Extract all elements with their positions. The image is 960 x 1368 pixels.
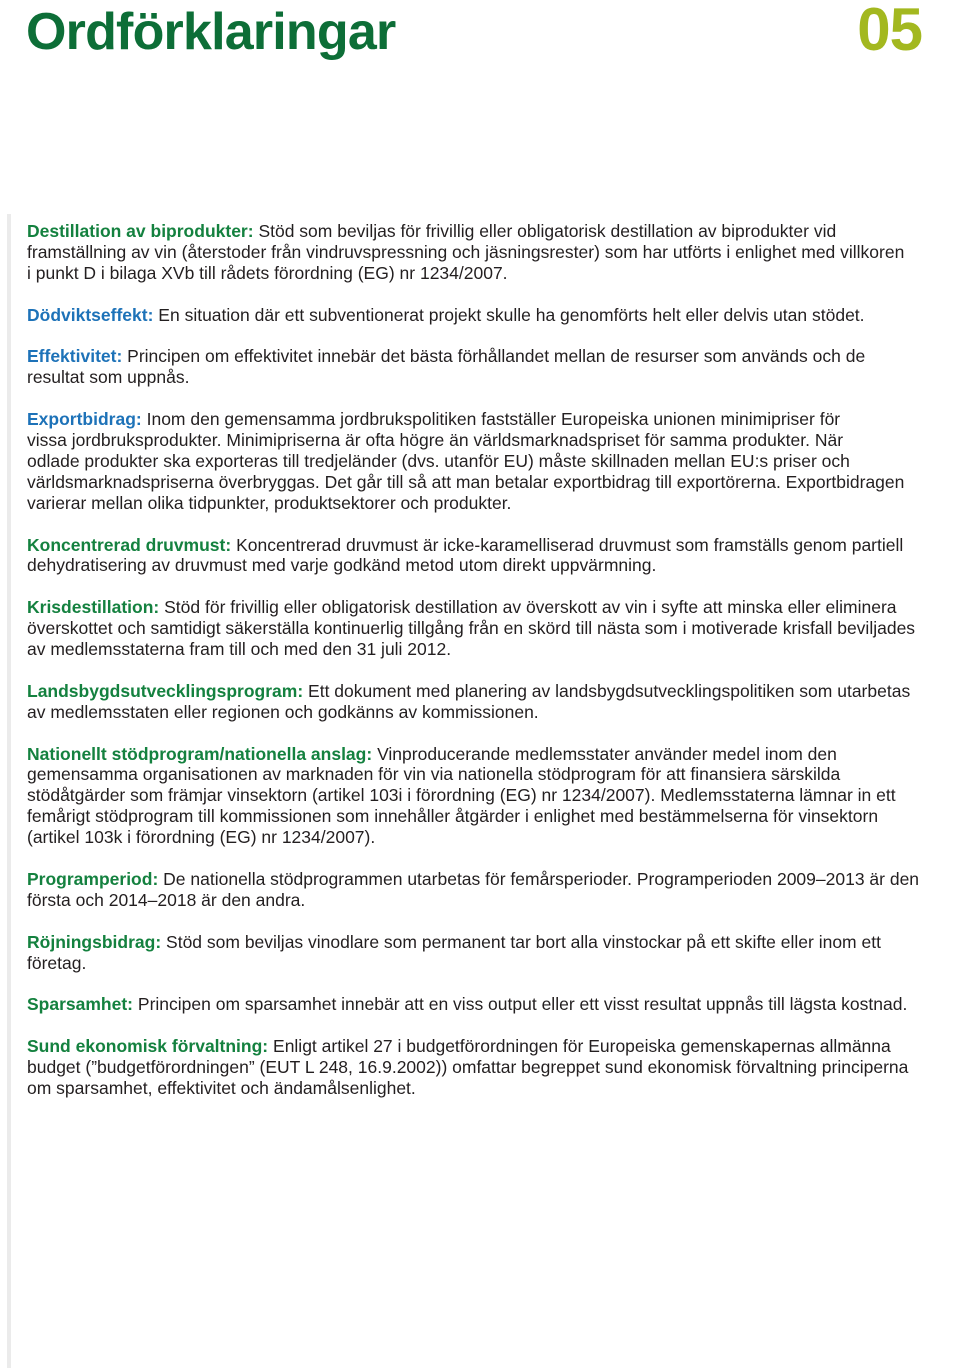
definition-line: resultat som uppnås. <box>27 367 190 388</box>
glossary-entry-koncentrerad-druvmust <box>27 535 957 577</box>
definition-text: En situation där ett subventionerat projekt skulle ha genomförts helt eller delvis utan stödet. <box>158 304 865 325</box>
definition-line <box>27 305 957 326</box>
definition-line <box>27 932 957 953</box>
glossary-entry-nationellt-stodprogram <box>27 744 957 849</box>
definition-line: första och 2014–2018 är den andra. <box>27 889 306 910</box>
glossary-entry-destillation-av-biprodukter <box>27 221 957 284</box>
definition-text: Koncentrerad druvmust är icke-karamelliserad druvmust som framställs genom partiell <box>236 534 904 555</box>
glossary-term: Nationellt stödprogram/nationella anslag: <box>27 743 373 764</box>
definition-line: budget (”budgetförordningen” (EUT L 248, 16.9.2002)) omfattar begreppet sund ekonomisk förvaltning principerna <box>27 1057 909 1078</box>
definition-line: varierar mellan olika tidpunkter, produktsektorer och produkter. <box>27 492 512 513</box>
definition-line: om sparsamhet, effektivitet och ändamålsenlighet. <box>27 1077 416 1098</box>
definition-line: i punkt D i bilaga XVb till rådets förordning (EG) nr 1234/2007. <box>27 262 508 283</box>
definition-line <box>27 221 957 242</box>
definition-line: företag. <box>27 952 87 973</box>
definition-line <box>27 535 957 556</box>
margin-rule <box>7 214 11 1368</box>
glossary-term: Programperiod: <box>27 868 159 889</box>
definition-line: världsmarknadspriserna överbryggas. Det går till så att man betalar exportbidrag till exportörerna. Exportbidragen <box>27 471 905 492</box>
definition-text: De nationella stödprogrammen utarbetas för femårsperioder. Programperioden 2009–2013 är den <box>163 868 920 889</box>
definition-line <box>27 994 957 1015</box>
page-title: Ordförklaringar <box>26 3 396 61</box>
definition-line: (artikel 103k i förordning (EG) nr 1234/2007). <box>27 827 376 848</box>
definition-text: Stöd som beviljas vinodlare som permanent tar bort alla vinstockar på ett skifte eller inom ett <box>166 931 881 952</box>
definition-line: av medlemsstaterna fram till och med den 31 juli 2012. <box>27 639 452 660</box>
definition-line <box>27 409 957 430</box>
definition-text: Stöd för frivillig eller obligatorisk destillation av överskott av vin i syfte att minska eller eliminera <box>164 597 897 618</box>
glossary-term: Sparsamhet: <box>27 994 134 1015</box>
definition-line: gemensamma organisationen av marknaden för vin via nationella stödprogram för att finansiera särskilda <box>27 764 841 785</box>
definition-line <box>27 744 957 765</box>
glossary-term: Dödviktseffekt: <box>27 304 154 325</box>
glossary-entry-exportbidrag <box>27 409 957 514</box>
glossary-term: Krisdestillation: <box>27 597 160 618</box>
definition-text: Principen om sparsamhet innebär att en viss output eller ett visst resultat uppnås till lägsta kostnad. <box>137 994 908 1015</box>
glossary-entry-sund-ekonomisk-forvaltning <box>27 1036 957 1099</box>
definition-line: odlade produkter ska exporteras till tredjeländer (dvs. utanför EU) måste skillnaden mellan EU:s priser och <box>27 450 850 471</box>
definition-line: femårigt stödprogram till kommissionen som innehåller åtgärder i enlighet med bestämmelserna för vinsektorn <box>27 806 879 827</box>
definition-text: Vinproducerande medlemsstater använder medel inom den <box>377 743 837 764</box>
definition-text: Enligt artikel 27 i budgetförordningen för Europeiska gemenskapernas allmänna <box>273 1036 891 1057</box>
glossary-entry-landsbygdsutvecklingsprogram <box>27 681 957 723</box>
definition-line: vissa jordbruksprodukter. Minimipriserna är ofta högre än världsmarknadspriset för samma produkter. När <box>27 430 844 451</box>
glossary-entry-krisdestillation <box>27 597 957 660</box>
chapter-number: 05 <box>857 0 922 63</box>
definition-text: Ett dokument med planering av landsbygdsutvecklingspolitiken som utarbetas <box>308 680 911 701</box>
glossary-entry-rojningsbidrag <box>27 932 957 974</box>
glossary-entry-effektivitet <box>27 346 957 388</box>
glossary-term: Koncentrerad druvmust: <box>27 534 232 555</box>
glossary-entry-programperiod <box>27 869 957 911</box>
definition-text: Stöd som beviljas för frivillig eller obligatorisk destillation av biprodukter vid <box>258 221 837 241</box>
definition-line <box>27 869 957 890</box>
glossary-term: Röjningsbidrag: <box>27 931 162 952</box>
definition-line: överskottet och samtidigt säkerställa kontinuerlig tillgång från en skörd till nästa som i motiverade krisfall beviljades <box>27 618 916 639</box>
definition-text: Inom den gemensamma jordbrukspolitiken fastställer Europeiska unionen minimipriser för <box>146 409 841 430</box>
definition-line: framställning av vin (återstoder från vindruvspressning och jäsningsrester) som har utförts i enlighet med villkoren <box>27 241 905 262</box>
definition-line: stödåtgärder som främjar vinsektorn (artikel 103i i förordning (EG) nr 1234/2007). Medlemsstaterna lämnar in ett <box>27 785 896 806</box>
definition-line <box>27 346 957 367</box>
glossary-term: Effektivitet: <box>27 346 123 367</box>
glossary-term: Sund ekonomisk förvaltning: <box>27 1036 269 1057</box>
glossary-entry-sparsamhet <box>27 994 957 1015</box>
definition-line: av medlemsstaten eller regionen och godkänns av kommissionen. <box>27 701 539 722</box>
definition-line <box>27 681 957 702</box>
definition-line: dehydratisering av druvmust med varje godkänd metod utom direkt uppvärmning. <box>27 555 657 576</box>
definition-text: Principen om effektivitet innebär det bästa förhållandet mellan de resurser som används och de <box>127 346 866 367</box>
definition-line <box>27 1036 957 1057</box>
glossary-list <box>27 221 957 1120</box>
glossary-term: Landsbygdsutvecklingsprogram: <box>27 680 304 701</box>
definition-line <box>27 597 957 618</box>
glossary-term: Exportbidrag: <box>27 409 142 430</box>
glossary-entry-dodviktseffekt <box>27 305 957 326</box>
glossary-term: Destillation av biprodukter: <box>27 221 254 241</box>
